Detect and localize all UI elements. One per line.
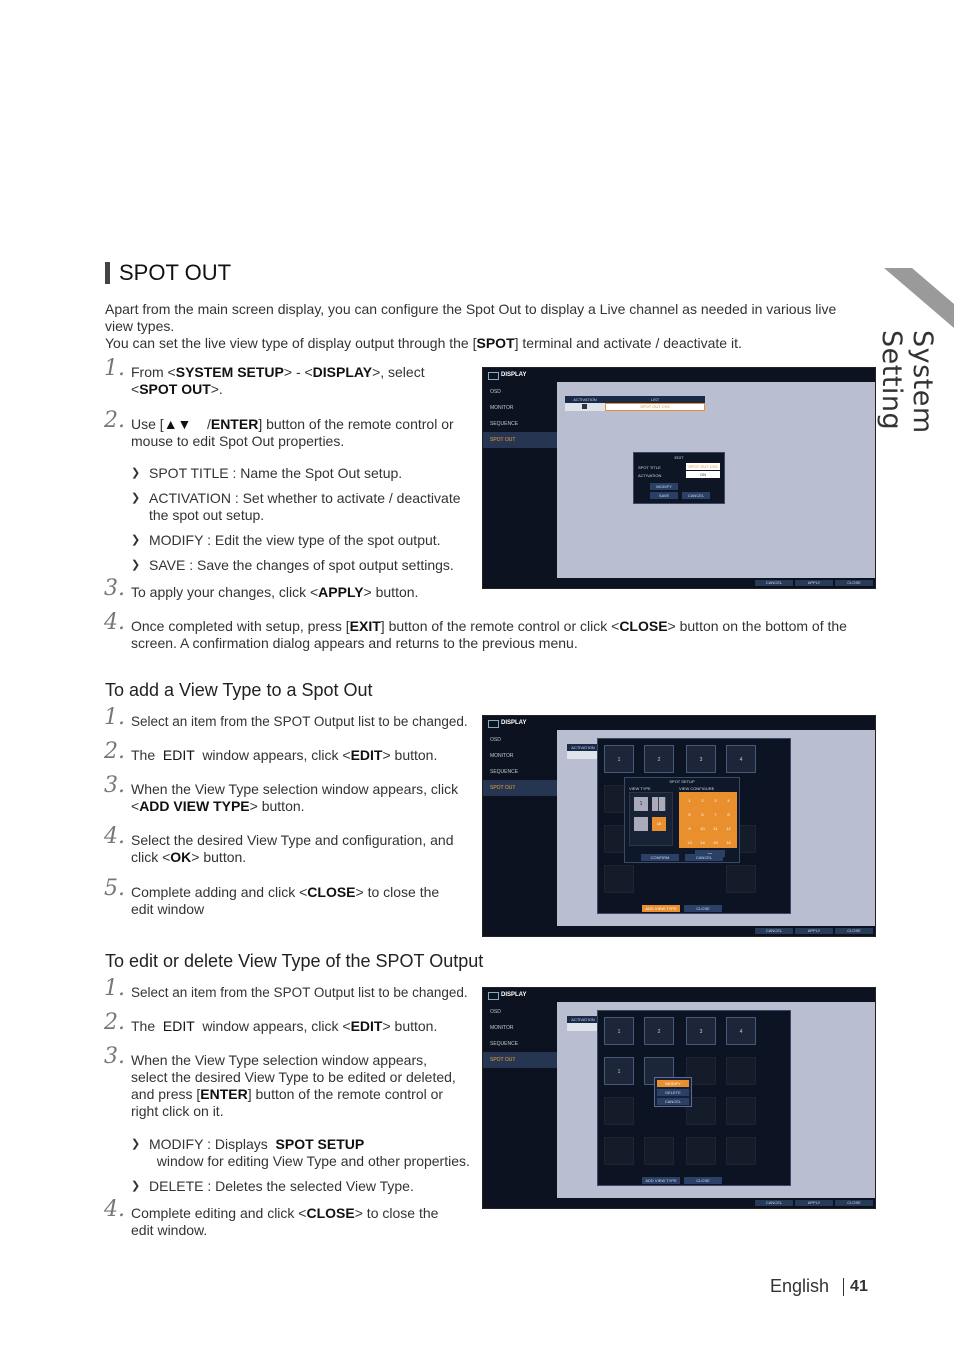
bottom-apply-button[interactable]: APPLY: [795, 580, 833, 586]
activation-header: ACTIVATION: [567, 744, 599, 751]
section-title: [105, 260, 231, 286]
screen-left-menu: [483, 730, 557, 936]
view-tile-4[interactable]: 4: [726, 1017, 756, 1045]
view-tile-empty: [726, 1097, 756, 1125]
intro-paragraph: [105, 301, 865, 352]
main-step-2: 2. Use [▲▼ /ENTER] button of the remote control or mouse to edit Spot Out properties.: [104, 408, 454, 449]
title-bar: [105, 262, 110, 284]
menu-osd[interactable]: OSD: [490, 1009, 501, 1015]
view-tile-4[interactable]: 4: [726, 745, 756, 773]
screen-title: DISPLAY: [483, 716, 875, 730]
view-tile-empty: [726, 1057, 756, 1085]
screen-left-menu: [483, 382, 557, 588]
intro-line2: You can set the live view type of display output through the [SPOT] terminal and activate / deactivate it.: [105, 335, 742, 351]
view-type-list: [629, 792, 673, 846]
activation-header: ACTIVATION: [565, 396, 605, 403]
confirm-button[interactable]: CONFIRM: [641, 854, 679, 861]
bottom-close-button[interactable]: CLOSE: [835, 928, 873, 934]
sub1-step-2: 2. The EDIT window appears, click <EDIT> button.: [104, 739, 438, 764]
footer-separator: [843, 1278, 844, 1296]
intro-line1: Apart from the main screen display, you can configure the Spot Out to display a Live channel as needed in various live view types.: [105, 301, 837, 334]
activation-checkbox-cell: [565, 403, 605, 411]
spot-title-label: SPOT TITLE: [638, 465, 661, 470]
window-close-button[interactable]: CLOSE: [684, 1177, 722, 1184]
bottom-apply-button[interactable]: APPLY: [795, 1200, 833, 1206]
menu-spot-out[interactable]: SPOT OUT: [483, 780, 557, 796]
view-type-window: [597, 1010, 791, 1186]
bottom-cancel-button[interactable]: CANCEL: [755, 1200, 793, 1206]
sub2-bullet-1: ❯ MODIFY : Displays SPOT SETUP window for editing View Type and other properties.: [131, 1136, 461, 1170]
spot-title-input[interactable]: SPOT OUT CH1: [686, 463, 720, 470]
view-type-1x1[interactable]: 1: [634, 797, 648, 811]
spot-setup-dialog: [624, 777, 740, 863]
sub2-step-4: 4. Complete editing and click <CLOSE> to close the edit window.: [104, 1197, 439, 1238]
main-step-1: 1. From <SYSTEM SETUP> - <DISPLAY>, select <SPOT OUT>.: [104, 356, 425, 397]
main-bullet-1: ❯ SPOT TITLE : Name the Spot Out setup.: [131, 465, 471, 482]
view-tile-empty: [644, 1137, 674, 1165]
activation-checkbox-cell: [567, 751, 599, 759]
view-tile-empty: [604, 865, 634, 893]
channel-grid[interactable]: 1 2 3 4 5 6 7 8 9 10 11 12 13 14 15 16: [687, 798, 731, 845]
sub1-step-3: 3. When the View Type selection window appears, click <ADD VIEW TYPE> button.: [104, 773, 459, 814]
screen-left-menu: [483, 1002, 557, 1208]
screenshot-spot-out-edit: [482, 367, 876, 589]
list-header: LIST: [605, 396, 705, 403]
menu-osd[interactable]: OSD: [490, 389, 501, 395]
edit-dialog: [633, 452, 725, 504]
main-bullet-3: ❯ MODIFY : Edit the view type of the spot output.: [131, 532, 471, 549]
view-type-window: [597, 738, 791, 914]
main-step-4: 4. Once completed with setup, press [EXIT] button of the remote control or click <CLOSE> button on the bottom of the screen. A confirmation dialog appears and returns to the previous menu.: [104, 610, 847, 651]
sub2-step-3: 3. When the View Type selection window appears, select the desired View Type to be edited or deleted, and press [ENTER] button of the remote control or right click on it.: [104, 1044, 456, 1119]
main-step-3: 3. To apply your changes, click <APPLY> button.: [104, 576, 419, 601]
cancel-button[interactable]: CANCEL: [682, 492, 710, 499]
menu-spot-out[interactable]: SPOT OUT: [483, 432, 557, 448]
screen-title: DISPLAY: [483, 988, 875, 1002]
sub2-bullet-2: ❯ DELETE : Deletes the selected View Type.: [131, 1178, 461, 1195]
view-configure-label: VIEW CONFIGURE: [679, 786, 715, 791]
view-tile-empty: [604, 1097, 634, 1125]
screen-bottom-bar: [483, 926, 875, 936]
sub2-step-2: 2. The EDIT window appears, click <EDIT> button.: [104, 1010, 438, 1035]
section-title-text: SPOT OUT: [119, 260, 232, 285]
sub1-step-5: 5. Complete adding and click <CLOSE> to close the edit window: [104, 876, 440, 917]
activation-header: ACTIVATION: [567, 1016, 599, 1023]
view-tile-1[interactable]: 1: [604, 1017, 634, 1045]
screen-bottom-bar: [483, 1198, 875, 1208]
activation-checkbox[interactable]: [582, 404, 587, 409]
page-footer: [770, 1276, 868, 1297]
view-configure-grid: [679, 792, 737, 848]
list-item-spot-out[interactable]: SPOT OUT CH1: [605, 403, 705, 411]
view-type-label: VIEW TYPE: [629, 786, 651, 791]
activation-label: ACTIVATION: [638, 473, 662, 478]
sub1-step-4: 4. Select the desired View Type and configuration, and click <OK> button.: [104, 824, 454, 865]
main-bullet-4: ❯ SAVE : Save the changes of spot output settings.: [131, 557, 471, 574]
page-number: 41: [850, 1277, 868, 1295]
view-type-3x3[interactable]: [634, 817, 648, 831]
menu-sequence[interactable]: SEQUENCE: [490, 421, 519, 427]
footer-language: English: [770, 1276, 830, 1296]
view-tile-3[interactable]: 3: [686, 745, 716, 773]
menu-sequence[interactable]: SEQUENCE: [490, 769, 519, 775]
main-bullet-2: ❯ ACTIVATION : Set whether to activate / deactivate the spot out setup.: [131, 490, 471, 524]
view-tile-2[interactable]: 2: [644, 1017, 674, 1045]
bottom-apply-button[interactable]: APPLY: [795, 928, 833, 934]
bottom-close-button[interactable]: CLOSE: [835, 1200, 873, 1206]
menu-sequence[interactable]: SEQUENCE: [490, 1041, 519, 1047]
view-tile-3[interactable]: 3: [686, 1017, 716, 1045]
spot-setup-cancel-button[interactable]: CANCEL: [685, 854, 723, 861]
screen-title: DISPLAY: [483, 368, 875, 382]
bottom-cancel-button[interactable]: CANCEL: [755, 580, 793, 586]
context-menu: [654, 1077, 692, 1107]
view-tile-5[interactable]: 1: [604, 1057, 634, 1085]
edit-dialog-title: EDIT: [674, 455, 684, 460]
menu-monitor[interactable]: MONITOR: [490, 405, 514, 411]
activation-select[interactable]: ON: [686, 471, 720, 478]
context-delete[interactable]: DELETE: [657, 1089, 689, 1096]
context-cancel[interactable]: CANCEL: [657, 1098, 689, 1105]
save-button[interactable]: SAVE: [650, 492, 678, 499]
add-view-type-button[interactable]: ADD VIEW TYPE: [642, 1177, 680, 1184]
subsection-edit-delete-title: To edit or delete View Type of the SPOT Output: [105, 951, 484, 971]
view-tile-empty: [604, 1137, 634, 1165]
activation-checkbox-cell: [567, 1023, 599, 1031]
view-tile-empty: [686, 1137, 716, 1165]
view-tile-2[interactable]: 2: [644, 745, 674, 773]
screen-bottom-bar: [483, 578, 875, 588]
context-modify[interactable]: MODIFY: [657, 1080, 689, 1087]
chapter-title: System Setting: [876, 330, 938, 434]
add-view-type-button[interactable]: ADD VIEW TYPE: [642, 905, 680, 912]
screenshot-add-view-type: [482, 715, 876, 937]
bottom-cancel-button[interactable]: CANCEL: [755, 928, 793, 934]
view-tile-1[interactable]: 1: [604, 745, 634, 773]
subsection-add-view-type-title: To add a View Type to a Spot Out: [105, 680, 373, 700]
menu-spot-out[interactable]: SPOT OUT: [483, 1052, 557, 1068]
menu-osd[interactable]: OSD: [490, 737, 501, 743]
sub1-step-1: 1. Select an item from the SPOT Output list to be changed.: [104, 705, 468, 730]
view-type-4x4-selected[interactable]: 16: [652, 817, 666, 831]
view-tile-empty: [726, 1137, 756, 1165]
bottom-close-button[interactable]: CLOSE: [835, 580, 873, 586]
menu-monitor[interactable]: MONITOR: [490, 1025, 514, 1031]
sub2-step-1: 1. Select an item from the SPOT Output list to be changed.: [104, 976, 468, 1001]
side-tab-decoration: [884, 268, 954, 328]
screenshot-edit-delete-view-type: [482, 987, 876, 1209]
window-close-button[interactable]: CLOSE: [684, 905, 722, 912]
view-tile-empty: [726, 865, 756, 893]
spot-setup-title: SPOT SETUP: [669, 779, 695, 784]
modify-button[interactable]: MODIFY: [650, 483, 678, 490]
view-type-2x2[interactable]: [652, 797, 666, 811]
menu-monitor[interactable]: MONITOR: [490, 753, 514, 759]
